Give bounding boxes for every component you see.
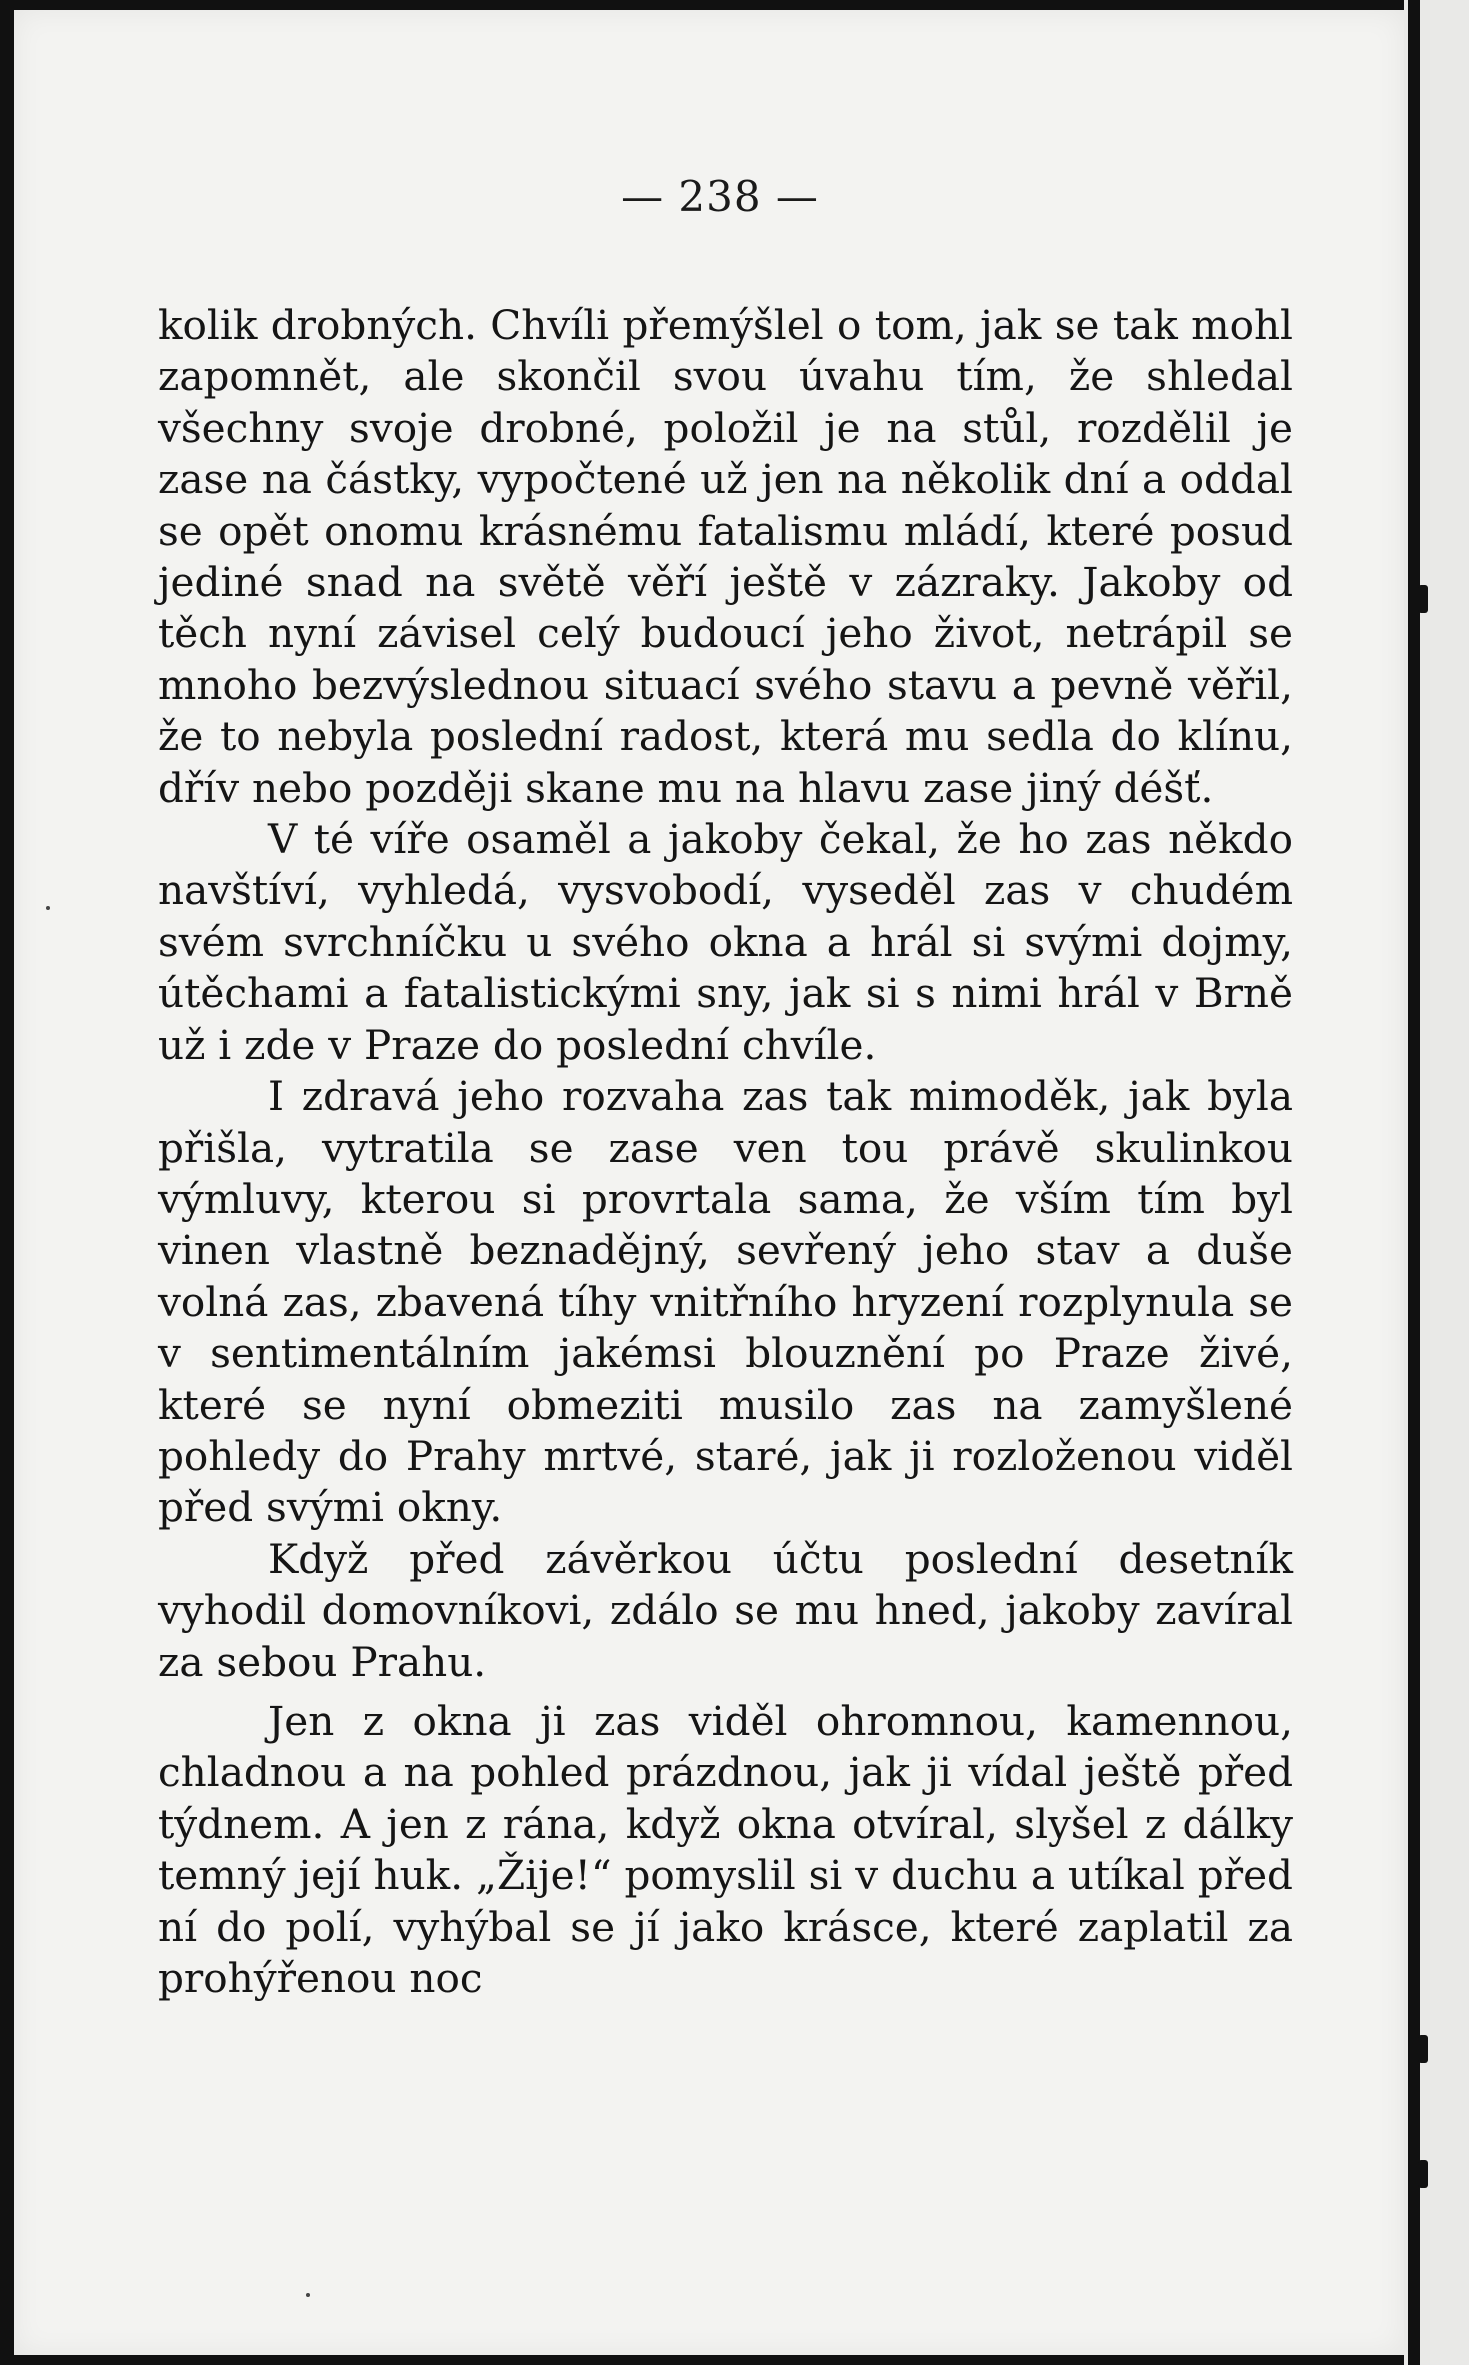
paragraph: I zdravá jeho rozvaha zas tak mimoděk, jak byla přišla, vytratila se zase ven tou právě skulinkou výmluvy, kterou si provrtala sama, že vším tím byl vinen vlastně beznadějný, sevřený jeho stav a duše volná zas, zbavená tíhy vnitřního hryzení rozplynula se v sentimentálním jakémsi blouznění po Praze živé, které se nyní obmeziti musilo zas na zamyšlené pohledy do Prahy mrtvé, staré, jak ji rozloženou viděl před svými okny.: [158, 1072, 1293, 1532]
paper-speck: [46, 906, 50, 910]
paper-speck: [306, 2293, 310, 2297]
paragraph: V té víře osaměl a jakoby čekal, že ho zas někdo navštíví, vyhledá, vysvobodí, vyseděl zas v chudém svém svrchníčku u svého okna a hrál si svými dojmy, útěchami a fatalistickými sny, jak si s nimi hrál v Brně už i zde v Praze do poslední chvíle.: [158, 815, 1293, 1069]
edge-mark: [1418, 2035, 1428, 2063]
body-text: [158, 300, 1293, 2004]
edge-mark: [1418, 2160, 1428, 2188]
page-number: — 238 —: [621, 172, 819, 221]
paragraph: Jen z okna ji zas viděl ohromnou, kamennou, chladnou a na pohled prázdnou, jak ji vídal ještě před týdnem. A jen z rána, když okna otvíral, slyšel z dálky temný její huk. „Žije!“ pomyslil si v duchu a utíkal před ní do polí, vyhýbal se jí jako krásce, které zaplatil za prohýřenou noc: [158, 1696, 1293, 2002]
page-gutter-shadow: [1408, 0, 1420, 2365]
edge-mark: [1418, 585, 1428, 613]
paragraph: Když před závěrkou účtu poslední desetník vyhodil domovníkovi, zdálo se mu hned, jakoby zavíral za sebou Prahu.: [158, 1534, 1293, 1686]
paragraph: kolik drobných. Chvíli přemýšlel o tom, jak se tak mohl zapomnět, ale skončil svou úvahu tím, že shledal všechny svoje drobné, položil je na stůl, rozdělil je zase na částky, vypočtené už jen na několik dní a oddal se opět onomu krásnému fatalismu mládí, které posud jediné snad na světě věří ještě v zázraky. Jakoby od těch nyní závisel celý budoucí jeho život, netrápil se mnoho bezvýslednou situací svého stavu a pevně věřil, že to nebyla poslední radost, která mu sedla do klínu, dřív nebo později skane mu na hlavu zase jiný déšť.: [158, 301, 1293, 812]
adjacent-page-edge: [1404, 0, 1469, 2365]
